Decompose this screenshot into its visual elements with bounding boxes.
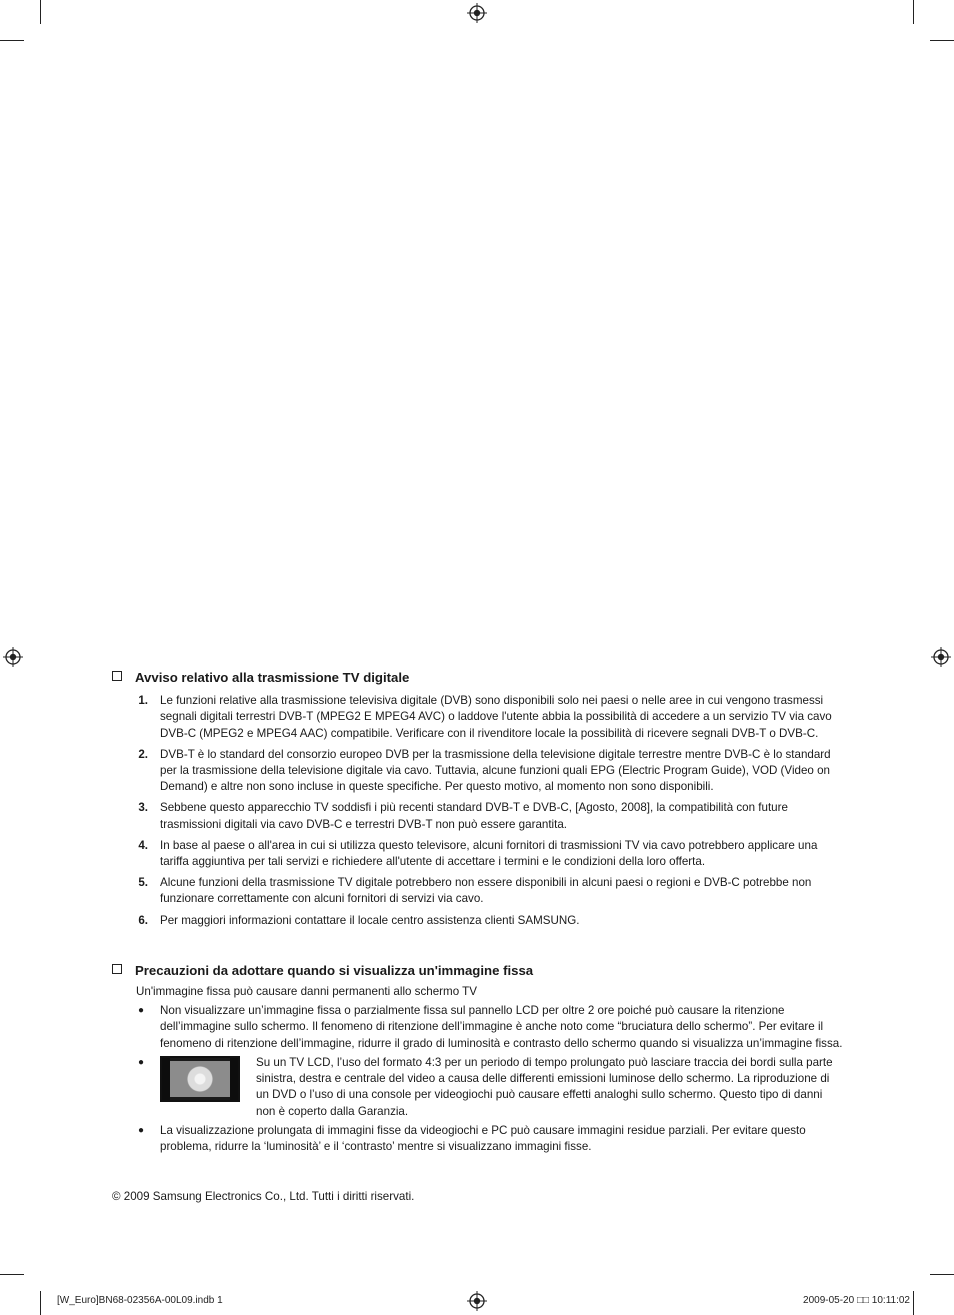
crop-mark: [40, 0, 41, 24]
flower-image-icon: [170, 1061, 230, 1097]
bullet-list: [112, 1003, 844, 1156]
crop-mark: [930, 40, 954, 41]
numbered-list: [112, 693, 844, 929]
registration-mark-icon: [3, 647, 23, 667]
list-item: 1. Le funzioni relative alla trasmissione televisiva digitale (DVB) sono disponibili solo nei paesi o nelle aree in cui vengono trasmessi segnali digitali terrestri DVB-T (MPEG2 E MPEG4 AVC) o laddove l'utente abbia la possibilità di accedere a un servizio TV via cavo DVB-C (MPEG2 e MPEG4 AAC) compatibile. Verificare con il rivenditore locale la possibilità di ricevere segnali DVB-T o DVB-C.: [138, 694, 832, 740]
crop-mark: [913, 1291, 914, 1315]
list-item: 4. In base al paese o all'area in cui si utilizza questo televisore, alcuni fornitori di trasmissioni TV via cavo potrebbero applicare una tariffa aggiuntiva per tali servizi e richiedere all'utente di accettare i termini e le condizioni della loro offerta.: [138, 838, 818, 869]
crop-mark: [930, 1274, 954, 1275]
print-slug-right: 2009-05-20 □□ 10:11:02: [803, 1295, 910, 1306]
checkbox-square-icon: [112, 671, 122, 681]
section-heading: Avviso relativo alla trasmissione TV digitale: [112, 670, 844, 685]
crop-mark: [0, 40, 24, 41]
list-item: 6. Per maggiori informazioni contattare il locale centro assistenza clienti SAMSUNG.: [138, 913, 580, 927]
list-item: ● Non visualizzare un’immagine fissa o parzialmente fissa sul pannello LCD per oltre 2 ore poiché può causare la ritenzione dell’immagine sullo schermo. Il fenomeno di ritenzione dell’immagine è anche noto come “bruciatura dello schermo”. Per evitare il fenomeno di ritenzione dell’immagine, ridurre il grado di luminosità e contrasto dello schermo quando si visualizza un’immagine fissa.: [112, 1003, 844, 1052]
section-intro: Un'immagine fissa può causare danni permanenti allo schermo TV: [136, 985, 477, 998]
bullet-icon: ●: [137, 1125, 145, 1137]
print-slug-left: [W_Euro]BN68-02356A-00L09.indb 1: [57, 1295, 223, 1306]
list-item: ● Su un TV LCD, l’uso del formato 4:3 per un periodo di tempo prolungato può lasciare traccia dei bordi sulla parte sinistra, destra e centrale del video a causa delle differenti emissioni luminose dello schermo. La riproduzione di un DVD o l’uso di una console per videogiochi può causare effetti analoghi sullo schermo. Questo tipo di danni non è coperto dalla Garanzia.: [112, 1055, 844, 1120]
list-item: 2. DVB-T è lo standard del consorzio europeo DVB per la trasmissione della televisione digitale terrestre mentre DVB-C è lo standard per la trasmissione della televisione digitale via cavo. Tuttavia, alcune funzioni quali EPG (Electric Program Guide), VOD (Video on Demand) e altre non sono incluse in queste specifiche. Per questo motivo, al momento non sono disponibili.: [138, 747, 831, 794]
section-still-image-precautions: [112, 963, 844, 1159]
list-item: ● La visualizzazione prolungata di immagini fisse da videogiochi e PC può causare immagini residue parziali. Per evitare questo problema, ridurre la ‘luminosità’ e il ‘contrasto’ mentre si visualizzano immagini fisse.: [112, 1123, 844, 1156]
registration-mark-icon: [467, 3, 487, 23]
section-heading: Precauzioni da adottare quando si visualizza un'immagine fissa: [112, 963, 844, 978]
section-broadcast-notice: [112, 670, 844, 934]
registration-mark-icon: [467, 1291, 487, 1311]
bullet-icon: ●: [137, 1056, 145, 1068]
crop-mark: [40, 1291, 41, 1315]
checkbox-square-icon: [112, 964, 122, 974]
registration-mark-icon: [931, 647, 951, 667]
tv-43-image-thumbnail: [160, 1056, 240, 1102]
crop-mark: [913, 0, 914, 24]
list-item: 3. Sebbene questo apparecchio TV soddisfi i più recenti standard DVB-T e DVB-C, [Agosto, 2008], la compatibilità con future trasmissioni digitali via cavo DVB-C e terrestri DVB-T non può essere garantita.: [138, 801, 788, 831]
list-item: 5. Alcune funzioni della trasmissione TV digitale potrebbero non essere disponibili in alcuni paesi o regioni e DVB-C potrebbe non funzionare correttamente con alcuni fornitori di servizi via cavo.: [138, 876, 812, 906]
crop-mark: [0, 1274, 24, 1275]
bullet-icon: ●: [137, 1005, 145, 1016]
copyright-text: © 2009 Samsung Electronics Co., Ltd. Tutti i diritti riservati.: [112, 1190, 415, 1203]
